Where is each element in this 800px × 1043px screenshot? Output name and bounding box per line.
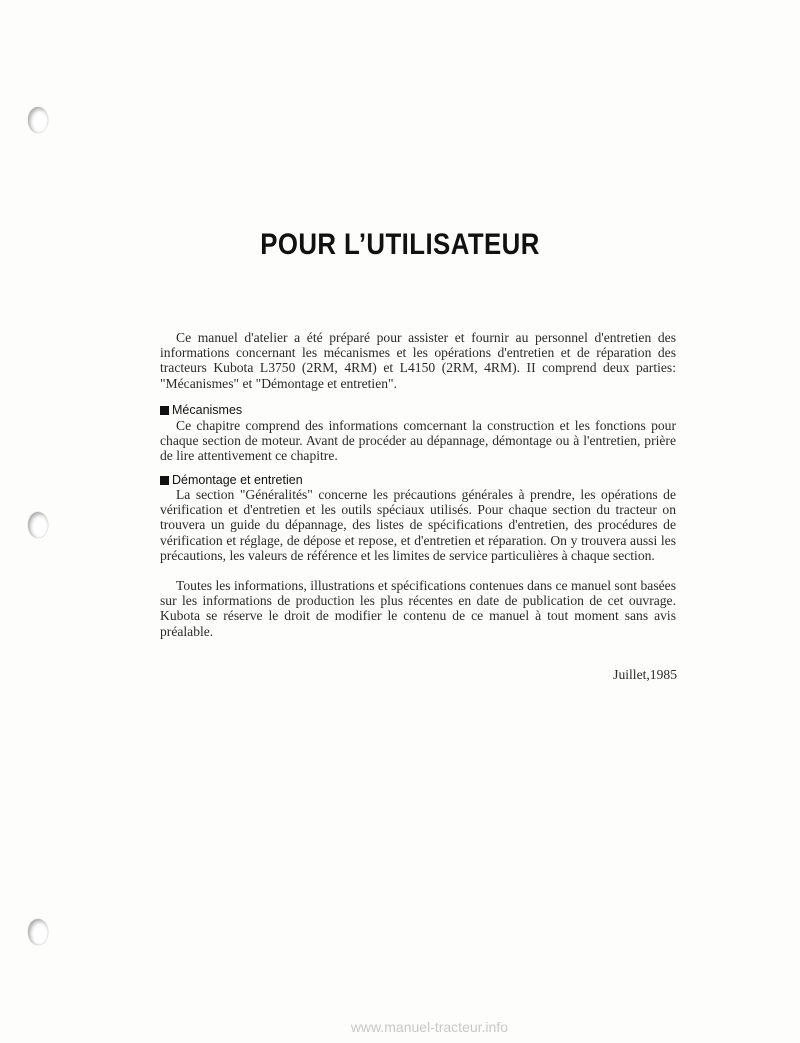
section-paragraph: La section "Généralités" concerne les précautions générales à prendre, les opérations de vérification et d'entretien et les outils spéciaux utilisés. Pour chaque section du tracteur on trouvera un guide du dépannage, des listes de spécifications d'entretien, des procédures de vérification et réglage, de dépose et repose, et d'entretien et réparation. On y trouvera aussi les précautions, les valeurs de référence et les limites de service particulières à chaque section.: [160, 487, 676, 563]
watermark-text: www.manuel-tracteur.info: [350, 1019, 508, 1035]
section-heading: Démontage et entretien: [160, 473, 303, 487]
section-paragraph: Toutes les informations, illustrations et spécifications contenues dans ce manuel sont basées sur les informations de production les plus récentes en date de publication de cet ouvrage. Kubota se réserve le droit de modifier le contenu de ce manuel à tout moment sans avis préalable.: [160, 578, 676, 639]
binder-hole: [28, 107, 48, 133]
section-paragraph: Ce chapitre comprend des informations comcernant la construction et les fonctions pour chaque section de moteur. Avant de procéder au dépannage, démontage ou à l'entretien, prière de lire attentivement ce chapitre.: [160, 418, 676, 464]
bullet-square-icon: [160, 406, 169, 415]
binder-hole: [28, 512, 48, 538]
intro-paragraph: Ce manuel d'atelier a été préparé pour assister et fournir au personnel d'entretien des informations concernant les mécanismes et les opérations d'entretien et de réparation des tracteurs Kubota L3750 (2RM, 4RM) et L4150 (2RM, 4RM). II comprend deux parties: "Mécanismes" et "Démontage et entretien".: [160, 330, 676, 391]
section-heading: Mécanismes: [160, 403, 242, 417]
page-title: POUR L’UTILISATEUR: [260, 228, 540, 261]
publication-date: Juillet,1985: [613, 667, 677, 682]
bullet-square-icon: [160, 476, 169, 485]
binder-hole: [28, 919, 48, 945]
